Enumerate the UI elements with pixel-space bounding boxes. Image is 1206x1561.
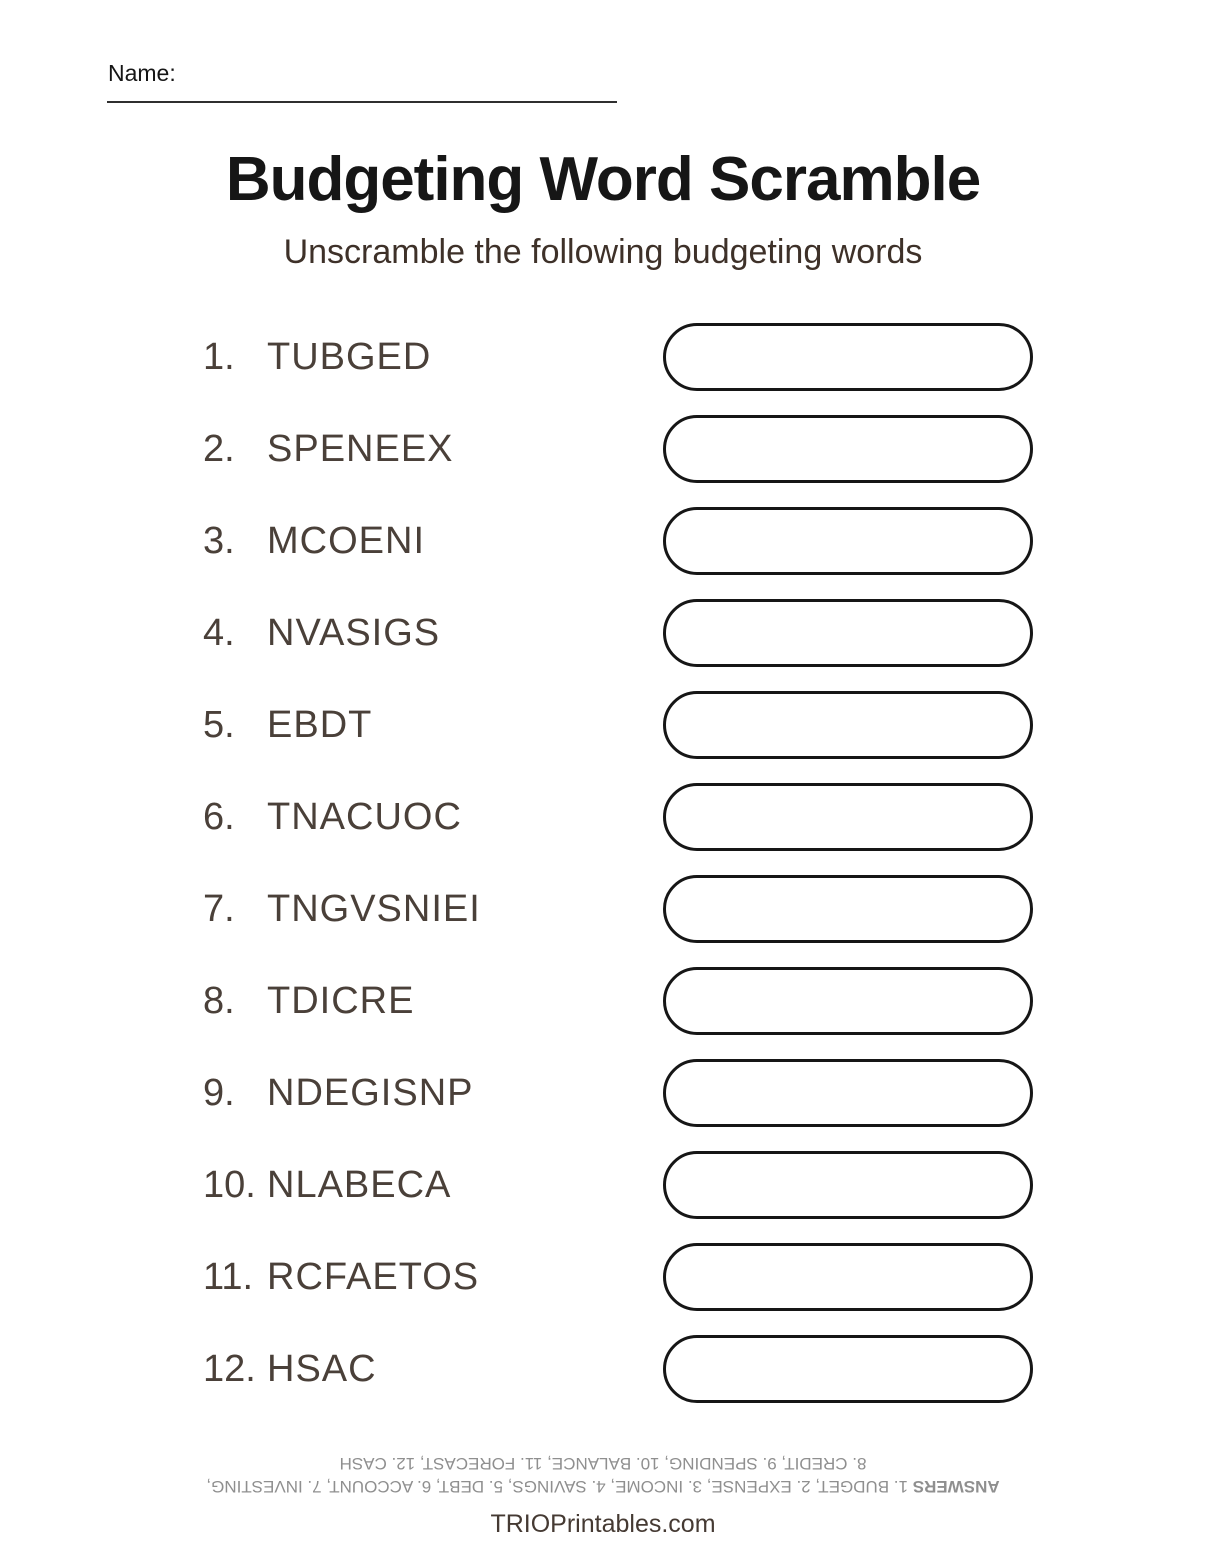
item-number: 3.: [203, 520, 235, 562]
list-item: [0, 1335, 1206, 1403]
name-label: Name:: [108, 60, 176, 86]
list-item: [0, 967, 1206, 1035]
list-item: [0, 1059, 1206, 1127]
answer-key-line-1: [0, 1475, 1206, 1498]
list-item: [0, 875, 1206, 943]
answers-line1-text: 1. BUDGET, 2. EXPENSE, 3. INCOME, 4. SAVINGS, 5. DEBT, 6. ACCOUNT, 7. INVESTING,: [206, 1477, 908, 1496]
item-number: 10.: [203, 1164, 256, 1206]
answer-box[interactable]: [663, 323, 1033, 391]
item-number: 7.: [203, 888, 235, 930]
page-title: Budgeting Word Scramble: [225, 145, 981, 214]
answer-box[interactable]: [663, 1335, 1033, 1403]
footer-site: TRIOPrintables.com: [490, 1510, 716, 1538]
scrambled-word: NVASIGS: [267, 612, 441, 654]
list-item: [0, 415, 1206, 483]
scrambled-word: NLABECA: [267, 1164, 452, 1206]
scrambled-word: TDICRE: [267, 980, 415, 1022]
list-item: [0, 1243, 1206, 1311]
item-number: 5.: [203, 704, 235, 746]
list-item: [0, 507, 1206, 575]
scrambled-word: MCOENI: [267, 520, 425, 562]
scrambled-word: SPENEEX: [267, 428, 454, 470]
answer-box[interactable]: [663, 783, 1033, 851]
item-number: 9.: [203, 1072, 235, 1114]
scrambled-word: HSAC: [267, 1348, 377, 1390]
answer-key-line-2: 8. CREDIT, 9. SPENDING, 10. BALANCE, 11. FORECAST, 12. CASH: [339, 1454, 867, 1473]
answer-box[interactable]: [663, 967, 1033, 1035]
list-item: [0, 599, 1206, 667]
answers-label: ANSWERS: [912, 1477, 1000, 1496]
scrambled-word: TUBGED: [267, 336, 432, 378]
item-number: 11.: [203, 1256, 254, 1298]
answer-box[interactable]: [663, 507, 1033, 575]
item-number: 8.: [203, 980, 235, 1022]
item-number: 1.: [203, 336, 235, 378]
list-item: [0, 323, 1206, 391]
answer-box[interactable]: [663, 415, 1033, 483]
answer-box[interactable]: [663, 875, 1033, 943]
scrambled-word: NDEGISNP: [267, 1072, 474, 1114]
scrambled-word: TNACUOC: [267, 796, 462, 838]
item-number: 12.: [203, 1348, 256, 1390]
list-item: [0, 691, 1206, 759]
answer-box[interactable]: [663, 1151, 1033, 1219]
list-item: [0, 783, 1206, 851]
answer-box[interactable]: [663, 691, 1033, 759]
page-subtitle: Unscramble the following budgeting words: [283, 233, 923, 271]
answer-box[interactable]: [663, 1243, 1033, 1311]
item-number: 6.: [203, 796, 235, 838]
scrambled-word: EBDT: [267, 704, 373, 746]
list-item: [0, 1151, 1206, 1219]
answer-box[interactable]: [663, 599, 1033, 667]
item-number: 2.: [203, 428, 235, 470]
item-number: 4.: [203, 612, 235, 654]
answer-key: [0, 1452, 1206, 1498]
answer-box[interactable]: [663, 1059, 1033, 1127]
scrambled-word: RCFAETOS: [267, 1256, 480, 1298]
scrambled-word: TNGVSNIEI: [267, 888, 481, 930]
